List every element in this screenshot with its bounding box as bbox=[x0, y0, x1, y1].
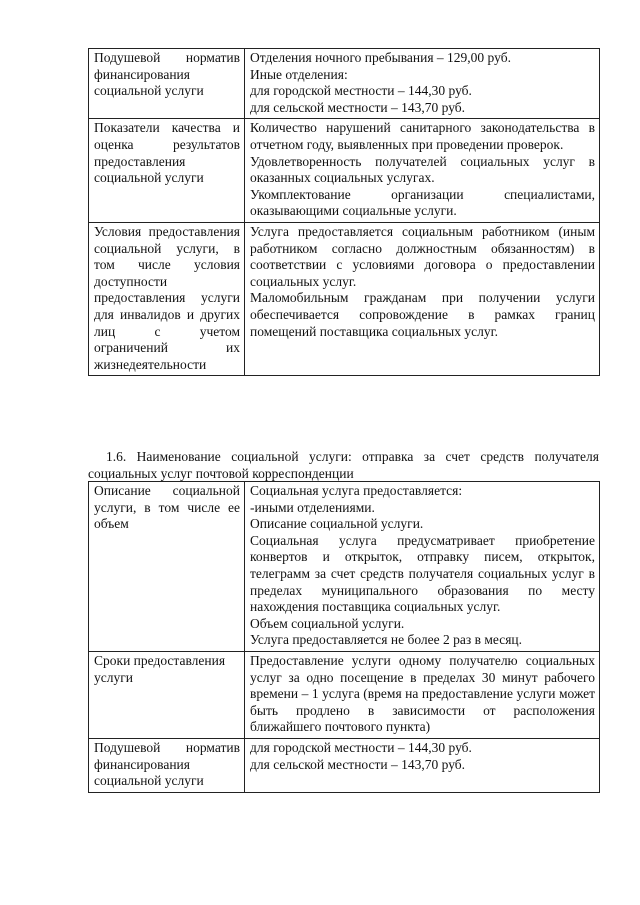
text-line: Социальная услуга предоставляется: bbox=[250, 483, 463, 498]
row-label-financing-norm: Подушевой норматив финансирования социальной услуги bbox=[89, 49, 245, 119]
norm-line: для городской местности – 144,30 руб. bbox=[250, 83, 472, 99]
paragraph: Маломобильным гражданам при получении услуги обеспечивается сопровождение в рамках границ помещений поставщика социальных услуг. bbox=[250, 290, 595, 339]
text-line: Услуга предоставляется не более 2 раз в месяц. bbox=[250, 632, 523, 648]
text-line: -иными отделениями. bbox=[250, 499, 375, 515]
text-line: Описание социальной услуги. bbox=[250, 516, 424, 532]
paragraph: Социальная услуга предусматривает приобретение конвертов и открыток, отправку писем, открыток, телеграмм за счет средств получателя социальных услуг в пределах муниципального образования по месту нахождения поставщика социальных услуг. bbox=[250, 532, 595, 615]
norm-line: Отделения ночного пребывания – 129,00 руб. bbox=[250, 50, 511, 65]
norm-line: для сельской местности – 143,70 руб. bbox=[250, 756, 466, 772]
table-row bbox=[89, 651, 600, 738]
row-value-description bbox=[245, 482, 600, 652]
row-value-conditions bbox=[245, 222, 600, 375]
row-label-conditions: Условия предоставления социальной услуги, в том числе условия доступности предоставления услуги для инвалидов и других лиц с учетом ограничений их жизнедеятельности bbox=[89, 222, 245, 375]
row-label-financing-norm: Подушевой норматив финансирования социальной услуги bbox=[89, 738, 245, 792]
norm-line: Иные отделения: bbox=[250, 66, 348, 82]
row-label-terms: Сроки предоставления услуги bbox=[89, 651, 245, 738]
table-row bbox=[89, 119, 600, 223]
services-table-top bbox=[88, 48, 600, 376]
row-value-financing-norm bbox=[245, 49, 600, 119]
section-heading bbox=[88, 449, 599, 482]
norm-line: для сельской местности – 143,70 руб. bbox=[250, 99, 466, 115]
table-row bbox=[89, 222, 600, 375]
table-row bbox=[89, 738, 600, 792]
table-row bbox=[89, 482, 600, 652]
row-value-terms bbox=[245, 651, 600, 738]
paragraph: Удовлетворенность получателей социальных услуг в оказанных социальных услугах. bbox=[250, 153, 595, 186]
paragraph: Предоставление услуги одному получателю социальных услуг за одно посещение в пределах 30 минут рабочего времени – 1 услуга (время на предоставление услуги может быть продлено в зависимости от расположения ближайшего почтового пункта) bbox=[250, 652, 595, 735]
norm-line: для городской местности – 144,30 руб. bbox=[250, 739, 472, 755]
text-line: Объем социальной услуги. bbox=[250, 615, 405, 631]
row-value-financing-norm bbox=[245, 738, 600, 792]
row-label-description: Описание социальной услуги, в том числе ее объем bbox=[89, 482, 245, 652]
services-table-bottom bbox=[88, 481, 600, 793]
row-label-quality-indicators: Показатели качества и оценка результатов предоставления социальной услуги bbox=[89, 119, 245, 223]
row-value-quality-indicators bbox=[245, 119, 600, 223]
paragraph: Количество нарушений санитарного законодательства в отчетном году, выявленных при проведении проверок. bbox=[250, 120, 595, 152]
paragraph: Услуга предоставляется социальным работником (иным работником согласно должностным обязанностям) в соответствии с условиями договора о предоставлении социальных услуг. bbox=[250, 223, 595, 289]
table-row bbox=[89, 49, 600, 119]
section-heading-text: 1.6. Наименование социальной услуги: отправка за счет средств получателя социальных услуг почтовой корреспонденции bbox=[88, 449, 599, 481]
paragraph: Укомплектование организации специалистами, оказывающими социальные услуги. bbox=[250, 186, 595, 219]
